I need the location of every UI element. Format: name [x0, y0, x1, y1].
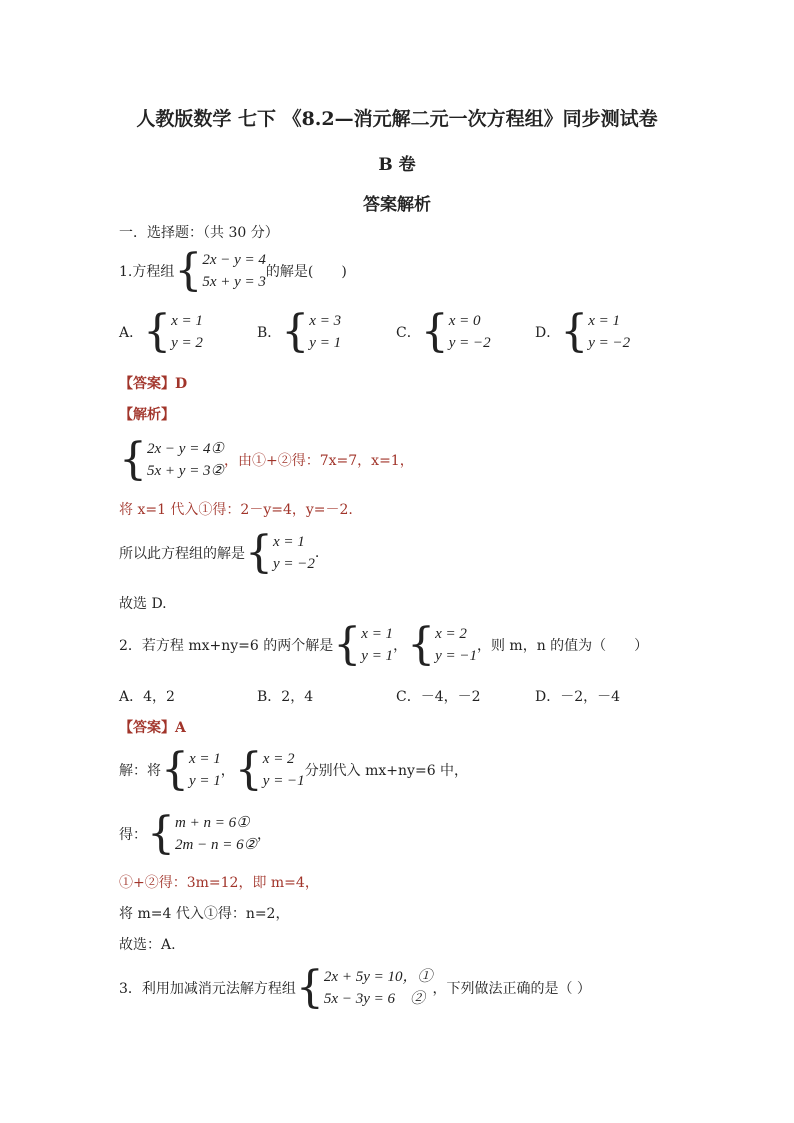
- solution-2-get-prefix: 得：: [119, 827, 147, 843]
- option-c-label: C．: [396, 325, 421, 341]
- option-b-line2: y = 1: [309, 335, 342, 351]
- option-2b: B．2，4: [257, 689, 314, 705]
- answer-1-tag: 【答案】: [119, 376, 175, 392]
- solution-1-eq1: 2x − y = 4①: [147, 441, 225, 457]
- answer-1-value: D: [175, 376, 188, 392]
- question-1: [119, 245, 347, 296]
- solution-1-result-end: .: [314, 545, 320, 561]
- question-3: 3．利用加减消元法解方程组 { 2x + 5y = 10，① 5x − 3y = 6 ② ，下列做法正确的是（ ）: [119, 962, 591, 1013]
- question-2-prefix: 2．若方程 mx+ny=6 的两个解是: [119, 638, 334, 654]
- solution-2-substitute: 解：将 { x = 1 y = 1 ， { x = 2 y = −1 分别代入 mx+ny=6 中，: [119, 744, 469, 795]
- option-2a: A．4，2: [119, 689, 175, 705]
- answer-2-tag: 【答案】: [119, 720, 175, 736]
- analysis-1-tag: 【解析】: [119, 407, 175, 423]
- solution-1-eq2: 5x + y = 3②: [147, 463, 225, 479]
- solution-1-result-prefix: 所以此方程组的解是: [119, 546, 245, 562]
- question-1-eq2: 5x + y = 3: [202, 274, 266, 290]
- solution-2-suffix: 分别代入 mx+ny=6 中，: [304, 763, 469, 779]
- question-3-prefix: 3．利用加减消元法解方程组: [119, 981, 296, 997]
- answer-1: [119, 373, 187, 393]
- option-c-line2: y = −2: [448, 335, 491, 351]
- option-b: B． { x = 3 y = 1: [257, 306, 342, 357]
- solution-2-sol2-line1: x = 2: [262, 751, 295, 767]
- solution-1-result-line2: y = −2: [273, 556, 315, 572]
- answer-2-value: A: [175, 720, 186, 736]
- question-2: 2．若方程 mx+ny=6 的两个解是 { x = 1 y = 1 ， { x = 2 y = −1 ，则 m，n 的值为（ ）: [119, 619, 649, 670]
- option-d: D． { x = 1 y = −2: [535, 306, 631, 357]
- question-3-eq1: 2x + 5y = 10，①: [323, 969, 433, 985]
- question-2-sol2-line2: y = −1: [435, 648, 477, 664]
- solution-1-step2: 将 x=1 代入①得：2－y=4，y=－2.: [119, 502, 353, 518]
- option-c: C． { x = 0 y = −2: [396, 306, 491, 357]
- solution-2-step2: 将 m=4 代入①得：n=2，: [119, 906, 290, 922]
- conclusion-1: 故选 D.: [119, 596, 167, 612]
- option-c-line1: x = 0: [448, 313, 481, 329]
- question-3-eq2: 5x − 3y = 6 ②: [323, 991, 425, 1007]
- page-title: 人教版数学 七下 《8.2—消元解二元一次方程组》同步测试卷: [136, 108, 658, 130]
- option-b-label: B．: [257, 325, 282, 341]
- solution-2-sol2-line2: y = −1: [262, 773, 305, 789]
- page-subtitle: B 卷: [378, 155, 416, 175]
- solution-2-get-suffix: ，: [257, 827, 272, 843]
- question-2-comma: ，: [393, 638, 408, 654]
- question-1-system: { 2x − y = 4 5x + y = 3: [174, 245, 266, 296]
- option-d-label: D．: [535, 325, 561, 341]
- option-a-line1: x = 1: [171, 313, 203, 329]
- section-title: 答案解析: [363, 195, 431, 215]
- solution-1-result-line1: x = 1: [273, 534, 305, 550]
- solution-2-sol1-line2: y = 1: [189, 773, 221, 789]
- question-2-sol1-line2: y = 1: [361, 648, 394, 664]
- option-d-line2: y = −2: [588, 335, 631, 351]
- solution-2-comma: ，: [220, 763, 235, 779]
- option-a-line2: y = 2: [171, 335, 203, 351]
- question-3-suffix: ，下列做法正确的是（ ）: [432, 981, 591, 997]
- question-2-suffix: ，则 m，n 的值为（ ）: [476, 638, 649, 654]
- answer-2: [119, 717, 186, 737]
- solution-2-sol1-line1: x = 1: [189, 751, 221, 767]
- option-a: A． { x = 1 y = 2: [119, 306, 203, 357]
- solution-2-eq1: m + n = 6①: [175, 815, 250, 831]
- solution-1-result: 所以此方程组的解是 { x = 1 y = −2 .: [119, 527, 320, 578]
- solution-2-prefix: 解：将: [119, 763, 161, 779]
- solution-2-eq2: 2m − n = 6②: [175, 837, 258, 853]
- option-b-line1: x = 3: [309, 313, 342, 329]
- option-a-label: A．: [119, 325, 144, 341]
- question-1-eq1: 2x − y = 4: [202, 252, 266, 268]
- option-2c: C．－4，－2: [396, 689, 481, 705]
- option-2d: D．－2，－4: [535, 689, 621, 705]
- question-2-sol2-line1: x = 2: [435, 626, 467, 642]
- solution-2-system: 得： { m + n = 6① 2m − n = 6② ，: [119, 808, 272, 859]
- question-1-suffix: 的解是( ): [265, 264, 347, 280]
- question-1-prefix: 1.方程组: [119, 264, 175, 280]
- section-heading: 一．选择题：（共 30 分）: [119, 225, 279, 241]
- solution-2-step1: ①+②得：3m=12，即 m=4，: [119, 875, 319, 891]
- conclusion-2: 故选：A.: [119, 937, 176, 953]
- solution-1-system: { 2x − y = 4① 5x + y = 3② ，由①+②得：7x=7，x=1，: [119, 434, 414, 485]
- solution-1-step1: ，由①+②得：7x=7，x=1，: [224, 453, 414, 469]
- question-2-sol1-line1: x = 1: [361, 626, 394, 642]
- option-d-line1: x = 1: [588, 313, 621, 329]
